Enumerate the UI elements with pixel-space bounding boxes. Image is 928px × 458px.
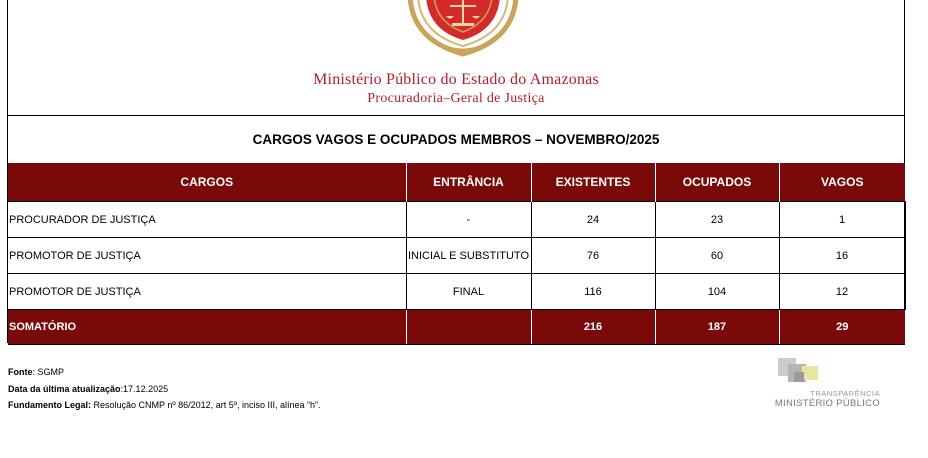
transparency-label: TRANSPARÊNCIA: [810, 389, 880, 398]
total-cell: 29: [779, 310, 905, 345]
total-cell: 216: [531, 310, 655, 345]
org-subtitle: Procuradoria–Geral de Justiça: [367, 91, 545, 106]
legal-line: [8, 397, 321, 414]
legal-label: Fundamento Legal:: [8, 400, 91, 410]
table-cell: 1: [779, 202, 905, 238]
transparency-org-label: MINISTÉRIO PÚBLICO: [774, 398, 880, 409]
update-line: [8, 381, 321, 398]
table-cell: PROMOTOR DE JUSTIÇA: [8, 238, 406, 274]
legal-value: Resolução CNMP nº 86/2012, art 5º, inciso III, alínea “h”.: [91, 400, 321, 410]
column-header: ENTRÂNCIA: [406, 163, 531, 202]
table-cell: 12: [779, 274, 905, 310]
table-cell: 116: [531, 274, 655, 310]
table-cell: -: [406, 202, 531, 238]
report-title: CARGOS VAGOS E OCUPADOS MEMBROS – NOVEMBRO/2025: [252, 132, 660, 147]
column-header: EXISTENTES: [531, 163, 655, 202]
document-frame: [7, 0, 905, 343]
column-header: CARGOS: [8, 163, 406, 202]
document-header: [8, 0, 904, 116]
update-value: :17.12.2025: [120, 383, 169, 394]
column-header: OCUPADOS: [655, 163, 779, 202]
footer-notes: [8, 364, 321, 414]
table-cell: PROCURADOR DE JUSTIÇA: [8, 202, 406, 238]
table-row: [8, 274, 905, 310]
source-value: : SGMP: [32, 367, 65, 377]
table-cell: INICIAL E SUBSTITUTO: [406, 238, 531, 274]
table-cell: 24: [531, 202, 655, 238]
org-name: Ministério Público do Estado do Amazonas: [313, 71, 599, 88]
table-cell: 104: [655, 274, 779, 310]
update-label: Data da última atualização: [8, 383, 121, 394]
institution-seal-icon: [404, 0, 522, 58]
table-row: [8, 238, 905, 274]
table-row: [8, 202, 905, 238]
positions-table: [8, 163, 906, 345]
table-cell: 76: [531, 238, 655, 274]
table-cell: PROMOTOR DE JUSTIÇA: [8, 274, 406, 310]
table-cell: 16: [779, 238, 905, 274]
source-label: Fonte: [8, 367, 33, 377]
table-cell: FINAL: [406, 274, 531, 310]
total-row: [8, 310, 905, 345]
table-cell: 23: [655, 202, 779, 238]
total-cell: 187: [655, 310, 779, 345]
total-cell: SOMATÓRIO: [8, 310, 406, 345]
column-header: VAGOS: [779, 163, 905, 202]
total-cell: [406, 310, 531, 345]
table-cell: 60: [655, 238, 779, 274]
table-header-row: [8, 163, 905, 202]
source-line: [8, 364, 321, 381]
